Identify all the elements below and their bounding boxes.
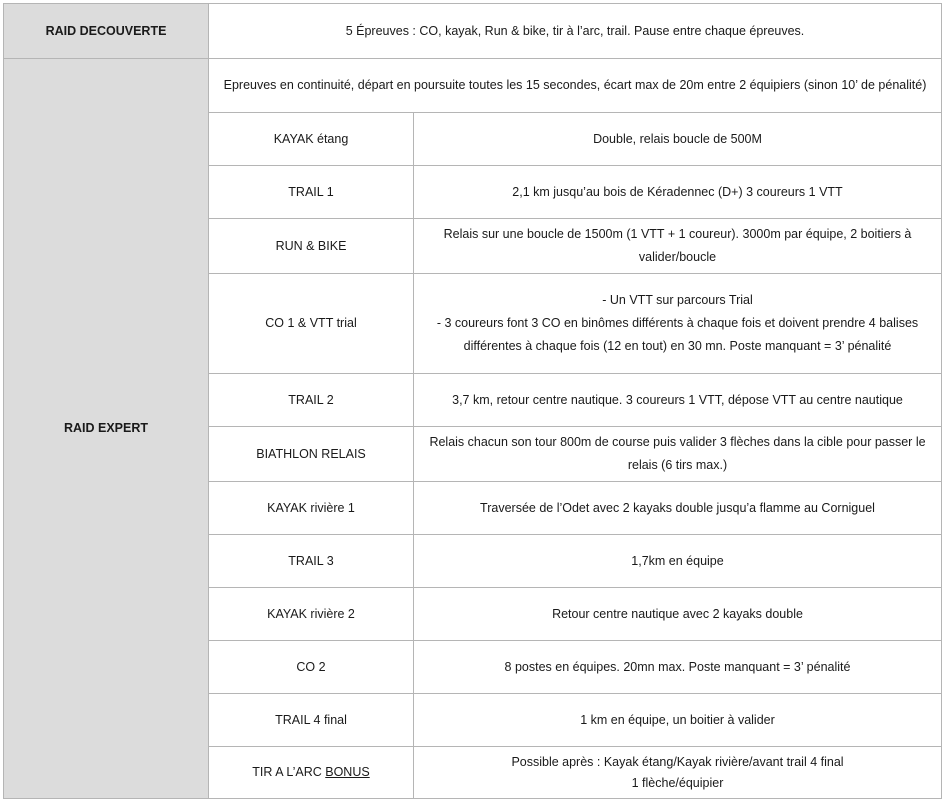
- stage-name: TRAIL 2: [209, 374, 414, 427]
- stage-description: 3,7 km, retour centre nautique. 3 coureurs 1 VTT, dépose VTT au centre nautique: [414, 374, 942, 427]
- stage-description: 1,7km en équipe: [414, 535, 942, 588]
- stage-description-line: Possible après : Kayak étang/Kayak rivière/avant trail 4 final: [511, 754, 844, 769]
- stage-description: Relais sur une boucle de 1500m (1 VTT + 1 coureur). 3000m par équipe, 2 boitiers à valider/boucle: [414, 219, 942, 274]
- stage-description: 2,1 km jusqu’au bois de Kéradennec (D+) 3 coureurs 1 VTT: [414, 166, 942, 219]
- stage-description: 1 km en équipe, un boitier à valider: [414, 694, 942, 747]
- table-row: [4, 4, 942, 59]
- stage-name: RUN & BIKE: [209, 219, 414, 274]
- raid-decouverte-label: RAID DECOUVERTE: [4, 4, 209, 59]
- stage-name: KAYAK rivière 2: [209, 588, 414, 641]
- stage-name: TRAIL 1: [209, 166, 414, 219]
- stage-name: CO 1 & VTT trial: [209, 274, 414, 374]
- table-row: [4, 59, 942, 113]
- stage-description-line: 1 flèche/équipier: [631, 775, 724, 790]
- stage-name: [209, 747, 414, 799]
- stage-description-line: - 3 coureurs font 3 CO en binômes différents à chaque fois et doivent prendre 4 balises différentes à chaque fois (12 en tout) en 30 mn. Poste manquant = 3’ pénalité: [436, 316, 919, 353]
- raid-table: [3, 3, 942, 799]
- raid-decouverte-description: 5 Épreuves : CO, kayak, Run & bike, tir à l’arc, trail. Pause entre chaque épreuves.: [209, 4, 942, 59]
- stage-name: KAYAK étang: [209, 113, 414, 166]
- stage-description: 8 postes en équipes. 20mn max. Poste manquant = 3’ pénalité: [414, 641, 942, 694]
- stage-description-line: - Un VTT sur parcours Trial: [602, 293, 753, 307]
- stage-name-prefix: TIR A L’ARC: [252, 765, 322, 779]
- stage-description: Relais chacun son tour 800m de course puis valider 3 flèches dans la cible pour passer le relais (6 tirs max.): [414, 427, 942, 482]
- stage-description: [414, 274, 942, 374]
- stage-name: BIATHLON RELAIS: [209, 427, 414, 482]
- stage-name: KAYAK rivière 1: [209, 482, 414, 535]
- stage-name: CO 2: [209, 641, 414, 694]
- raid-expert-label: RAID EXPERT: [4, 59, 209, 799]
- stage-name: TRAIL 3: [209, 535, 414, 588]
- stage-name: TRAIL 4 final: [209, 694, 414, 747]
- stage-description: Retour centre nautique avec 2 kayaks double: [414, 588, 942, 641]
- stage-description: Traversée de l’Odet avec 2 kayaks double jusqu’a flamme au Corniguel: [414, 482, 942, 535]
- bonus-label: BONUS: [325, 765, 370, 779]
- stage-description: [414, 747, 942, 799]
- raid-expert-intro: Epreuves en continuité, départ en poursuite toutes les 15 secondes, écart max de 20m entre 2 équipiers (sinon 10’ de pénalité): [209, 59, 942, 113]
- stage-description: Double, relais boucle de 500M: [414, 113, 942, 166]
